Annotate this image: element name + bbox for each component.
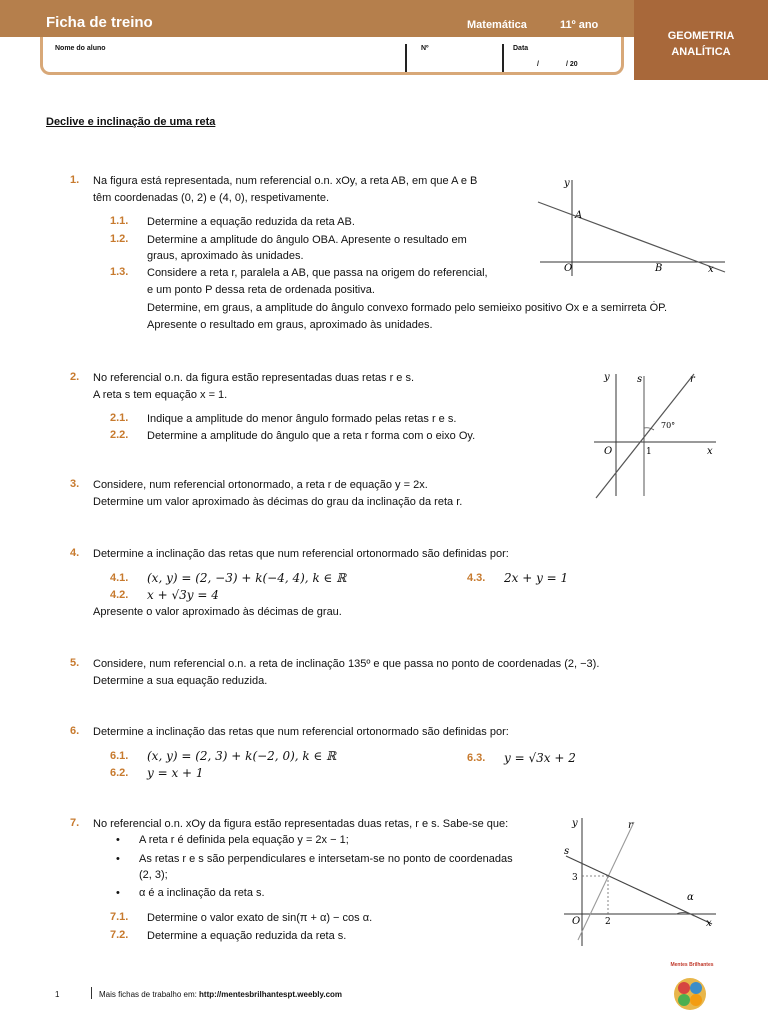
fig3-tick-two: 2 — [605, 917, 611, 927]
q2-line1: No referencial o.n. da figura estão representadas duas retas r e s. — [93, 372, 415, 384]
q2-1-number: 2.1. — [110, 412, 129, 424]
q4-1-number: 4.1. — [110, 572, 129, 584]
logo-text: Mentes Brilhantes — [670, 962, 714, 968]
q6-line1: Determine a inclinação das retas que num referencial ortonormado são definidas por: — [93, 726, 509, 738]
fig3-line-s-label: s — [564, 846, 570, 857]
fig2-angle-label: 70° — [661, 421, 676, 430]
fig1-point-a: A — [575, 210, 583, 221]
logo-head-icon — [662, 968, 722, 1018]
fig3-line-r-label: r — [628, 820, 633, 831]
q2-number: 2. — [70, 371, 80, 383]
fig2-origin-label: O — [604, 446, 613, 457]
fig3-alpha-label: α — [687, 892, 694, 903]
footer-link[interactable]: http://mentesbrilhantespt.weebly.com — [199, 990, 343, 999]
q1-1-text: Determine a equação reduzida da reta AB. — [147, 216, 355, 228]
fig1-x-label: x — [708, 264, 714, 275]
q4-line1: Determine a inclinação das retas que num referencial ortonormado são definidas por: — [93, 548, 509, 560]
student-name-label: Nome do aluno — [55, 45, 106, 52]
form-divider — [405, 44, 407, 72]
q5-number: 5. — [70, 657, 80, 669]
q7-bullet1: A reta r é definida pela equação y = 2x − 1; — [139, 834, 349, 846]
fig2-line-s-label: s — [637, 374, 643, 385]
q7-line1: No referencial o.n. xOy da figura estão representadas duas retas, r e s. Sabe-se que: — [93, 818, 509, 830]
topic-line2: ANALÍTICA — [671, 46, 731, 58]
q1-number: 1. — [70, 174, 80, 186]
date-separator: / — [537, 61, 539, 68]
angle-arc — [644, 428, 654, 430]
footer-text — [99, 990, 342, 999]
q5-line1: Considere, num referencial o.n. a reta de inclinação 135º e que passa no ponto de coordenadas (2, −3). — [93, 658, 600, 670]
q3-line2: Determine um valor aproximado às décimas do grau da inclinação da reta r. — [93, 496, 463, 508]
q7-bullet3: α é a inclinação da reta s. — [139, 887, 265, 899]
line-r — [596, 374, 694, 498]
topic-label — [634, 28, 768, 60]
fig1-origin-label: O — [564, 263, 573, 274]
topic-line1: GEOMETRIA — [667, 30, 735, 42]
q1-2-text-cont: graus, aproximado às unidades. — [147, 250, 304, 262]
q7-bullet2: As retas r e s são perpendiculares e intersetam-se no ponto de coordenadas — [139, 853, 513, 865]
q4-2-equation: x + √3y = 4 — [147, 588, 219, 602]
q2-1-text: Indique a amplitude do menor ângulo formado pelas retas r e s. — [147, 413, 457, 425]
q1-2-number: 1.2. — [110, 233, 129, 245]
date-label: Data — [513, 45, 529, 52]
q6-1-equation: (x, y) = (2, 3) + k(−2, 0), k ∈ ℝ — [147, 749, 337, 763]
q6-3-equation: y = √3x + 2 — [504, 751, 576, 765]
q6-number: 6. — [70, 725, 80, 737]
q1-1-number: 1.1. — [110, 215, 129, 227]
q7-1-number: 7.1. — [110, 911, 129, 923]
q1-2-text: Determine a amplitude do ângulo OBA. Apresente o resultado em — [147, 234, 467, 246]
student-number-label: Nº — [421, 45, 429, 52]
q3-number: 3. — [70, 478, 80, 490]
q7-2-text: Determine a equação reduzida da reta s. — [147, 930, 347, 942]
brand-logo — [662, 962, 722, 1020]
footer-label: Mais fichas de trabalho em: — [99, 990, 200, 999]
q1-3-text-cont: e um ponto P dessa reta de ordenada positiva. — [147, 284, 375, 296]
fig1-y-label: y — [564, 178, 570, 189]
figure-3-graph — [560, 812, 720, 950]
bullet: • — [116, 853, 120, 865]
page-number: 1 — [55, 990, 60, 999]
year-label: 11º ano — [560, 19, 599, 31]
q2-2-number: 2.2. — [110, 429, 129, 441]
q1-3-text: Considere a reta r, paralela a AB, que passa na origem do referencial, — [147, 267, 488, 279]
q4-3-number: 4.3. — [467, 572, 486, 584]
bullet: • — [116, 887, 120, 899]
q2-line2: A reta s tem equação x = 1. — [93, 389, 228, 401]
figure-1-graph — [530, 172, 730, 280]
q7-number: 7. — [70, 817, 80, 829]
fig1-point-b: B — [655, 263, 663, 274]
q4-1-equation: (x, y) = (2, −3) + k(−4, 4), k ∈ ℝ — [147, 571, 347, 585]
student-form — [40, 37, 624, 75]
fig3-x-label: x — [706, 918, 712, 929]
form-divider — [502, 44, 504, 72]
grade-total: / 20 — [566, 61, 578, 68]
q4-2-number: 4.2. — [110, 589, 129, 601]
q6-1-number: 6.1. — [110, 750, 129, 762]
q2-2-text: Determine a amplitude do ângulo que a reta r forma com o eixo Oy. — [147, 430, 476, 442]
fig3-y-label: y — [572, 818, 578, 829]
fig2-y-label: y — [604, 372, 610, 383]
footer-divider — [91, 987, 92, 999]
fig3-origin-label: O — [572, 916, 581, 927]
q1-3-text-cont2: Determine, em graus, a amplitude do ângulo convexo formado pelo semieixo positivo Ox e a semirreta ȮP. — [147, 302, 668, 314]
q1-line1: Na figura está representada, num referencial o.n. xOy, a reta AB, em que A e B — [93, 175, 478, 187]
q5-line2: Determine a sua equação reduzida. — [93, 675, 268, 687]
fig2-x-label: x — [707, 446, 713, 457]
q7-bullet2-cont: (2, 3); — [139, 869, 168, 881]
fig2-tick-one: 1 — [646, 447, 652, 457]
q6-2-number: 6.2. — [110, 767, 129, 779]
q6-3-number: 6.3. — [467, 752, 486, 764]
q3-line1: Considere, num referencial ortonormado, a reta r de equação y = 2x. — [93, 479, 428, 491]
figure-2-graph — [590, 368, 720, 500]
q4-note: Apresente o valor aproximado às décimas de grau. — [93, 606, 342, 618]
q7-1-text: Determine o valor exato de sin(π + α) − cos α. — [147, 912, 373, 924]
section-title: Declive e inclinação de uma reta — [46, 116, 216, 128]
q1-line2: têm coordenadas (0, 2) e (4, 0), respetivamente. — [93, 192, 330, 204]
subject-label: Matemática — [467, 19, 527, 31]
fig2-line-r-label: r — [690, 374, 695, 385]
bullet: • — [116, 834, 120, 846]
q1-3-text-cont3: Apresente o resultado em graus, aproximado às unidades. — [147, 319, 433, 331]
q4-number: 4. — [70, 547, 80, 559]
fig3-tick-three: 3 — [572, 873, 578, 883]
q4-3-equation: 2x + y = 1 — [504, 571, 569, 585]
q1-3-number: 1.3. — [110, 266, 129, 278]
q6-2-equation: y = x + 1 — [147, 766, 204, 780]
sheet-title: Ficha de treino — [46, 14, 153, 31]
q7-2-number: 7.2. — [110, 929, 129, 941]
